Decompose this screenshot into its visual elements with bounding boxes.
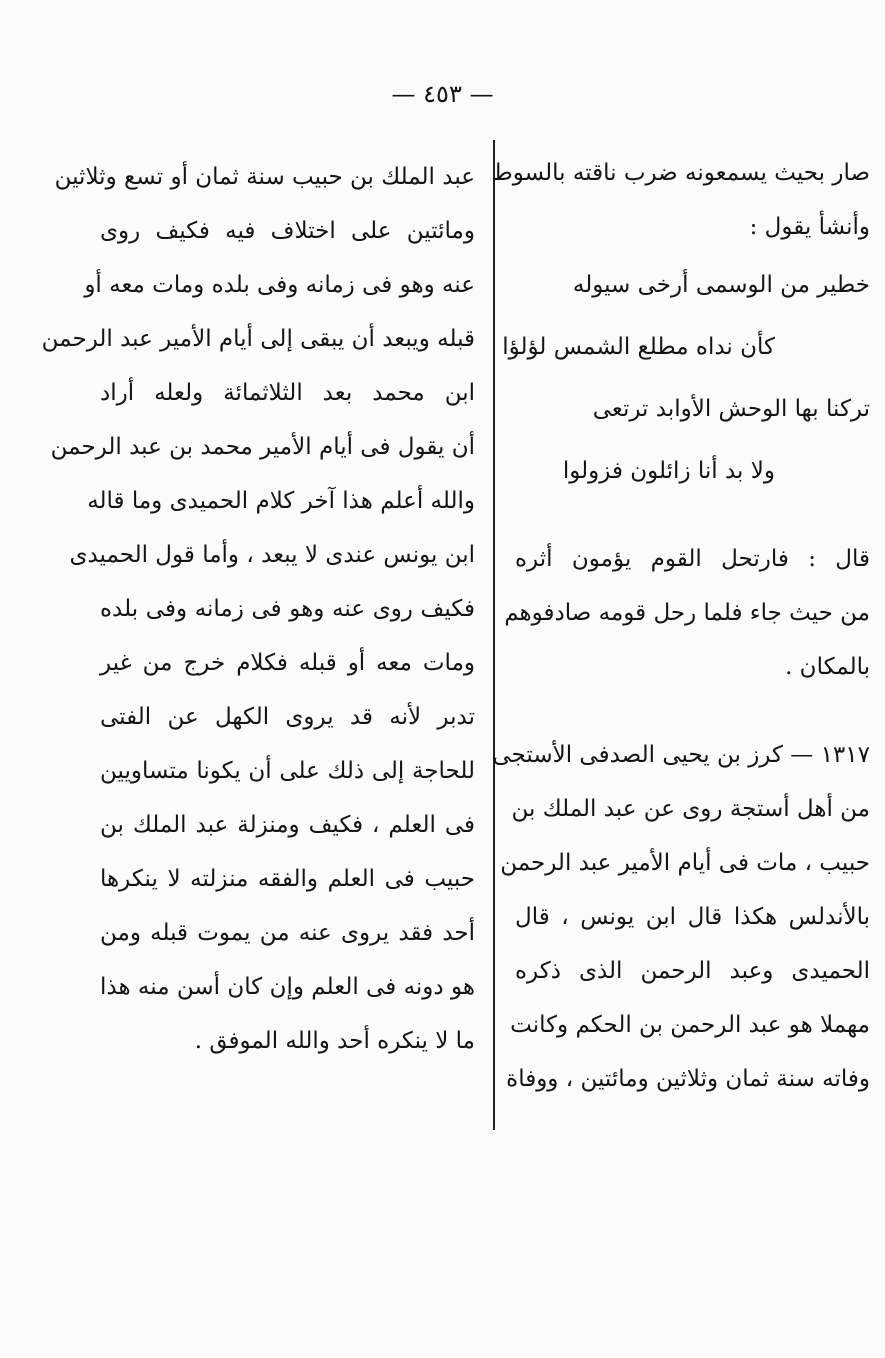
verse-line: ولا بد أنا زائلون فزولوا — [562, 458, 775, 484]
text-line: بالمكان . — [785, 654, 870, 680]
text-line: الحميدى وعبد الرحمن الذى ذكره — [515, 958, 870, 984]
text-line: من أهل أستجة روى عن عبد الملك بن — [511, 796, 870, 822]
text-line: وأنشأ يقول : — [749, 214, 870, 240]
text-line: فكيف روى عنه وهو فى زمانه وفى بلده — [100, 596, 475, 622]
text-line: عنه وهو فى زمانه وفى بلده ومات معه أو — [84, 272, 475, 298]
verse-line: تركنا بها الوحش الأوابد ترتعى — [592, 396, 870, 422]
text-line: عبد الملك بن حبيب سنة ثمان أو تسع وثلاثين — [54, 164, 475, 190]
text-line: ابن يونس عندى لا يبعد ، وأما قول الحميدى — [69, 542, 475, 568]
text-line: أحد فقد يروى عنه من يموت قبله ومن — [100, 920, 475, 946]
text-line: صار بحيث يسمعونه ضرب ناقته بالسوط — [491, 160, 870, 186]
text-line: أن يقول فى أيام الأمير محمد بن عبد الرحمن — [50, 434, 475, 460]
text-line: هو دونه فى العلم وإن كان أسن منه هذا — [100, 974, 475, 1000]
text-line: فى العلم ، فكيف ومنزلة عبد الملك بن — [100, 812, 475, 838]
text-line: حبيب ، مات فى أيام الأمير عبد الرحمن — [500, 850, 870, 876]
text-line: مهملا هو عبد الرحمن بن الحكم وكانت — [510, 1012, 870, 1038]
verse-line: خطير من الوسمى أرخى سيوله — [572, 272, 870, 298]
text-line: تدبر لأنه قد يروى الكهل عن الفتى — [100, 704, 475, 730]
text-line: قال : فارتحل القوم يؤمون أثره — [515, 546, 870, 572]
text-line: من حيث جاء فلما رحل قومه صادفوهم — [504, 600, 870, 626]
text-line: ما لا ينكره أحد والله الموفق . — [194, 1028, 475, 1054]
text-line: والله أعلم هذا آخر كلام الحميدى وما قاله — [87, 488, 475, 514]
text-line: للحاجة إلى ذلك على أن يكونا متساويين — [100, 758, 475, 784]
text-line: بالأندلس هكذا قال ابن يونس ، قال — [515, 904, 870, 930]
text-line: ومات معه أو قبله فكلام خرج من غير — [100, 650, 475, 676]
text-line: ابن محمد بعد الثلاثمائة ولعله أراد — [100, 380, 475, 406]
page-number: — ٤٥٣ — — [391, 80, 494, 108]
column-divider — [493, 140, 495, 1130]
verse-line: كأن نداه مطلع الشمس لؤلؤا — [502, 334, 775, 360]
text-line: وفاته سنة ثمان وثلاثين ومائتين ، ووفاة — [506, 1066, 870, 1092]
text-line: ومائتين على اختلاف فيه فكيف روى — [100, 218, 475, 244]
entry-heading: ١٣١٧ — كرز بن يحيى الصدفى الأستجى — [492, 742, 870, 768]
text-line: قبله ويبعد أن يبقى إلى أيام الأمير عبد الرحمن — [41, 326, 475, 352]
text-line: حبيب فى العلم والفقه منزلته لا ينكرها — [100, 866, 475, 892]
paragraph-spacer — [515, 694, 870, 728]
right-column — [491, 146, 870, 1106]
paragraph-spacer — [515, 502, 870, 532]
left-column — [41, 150, 475, 1068]
